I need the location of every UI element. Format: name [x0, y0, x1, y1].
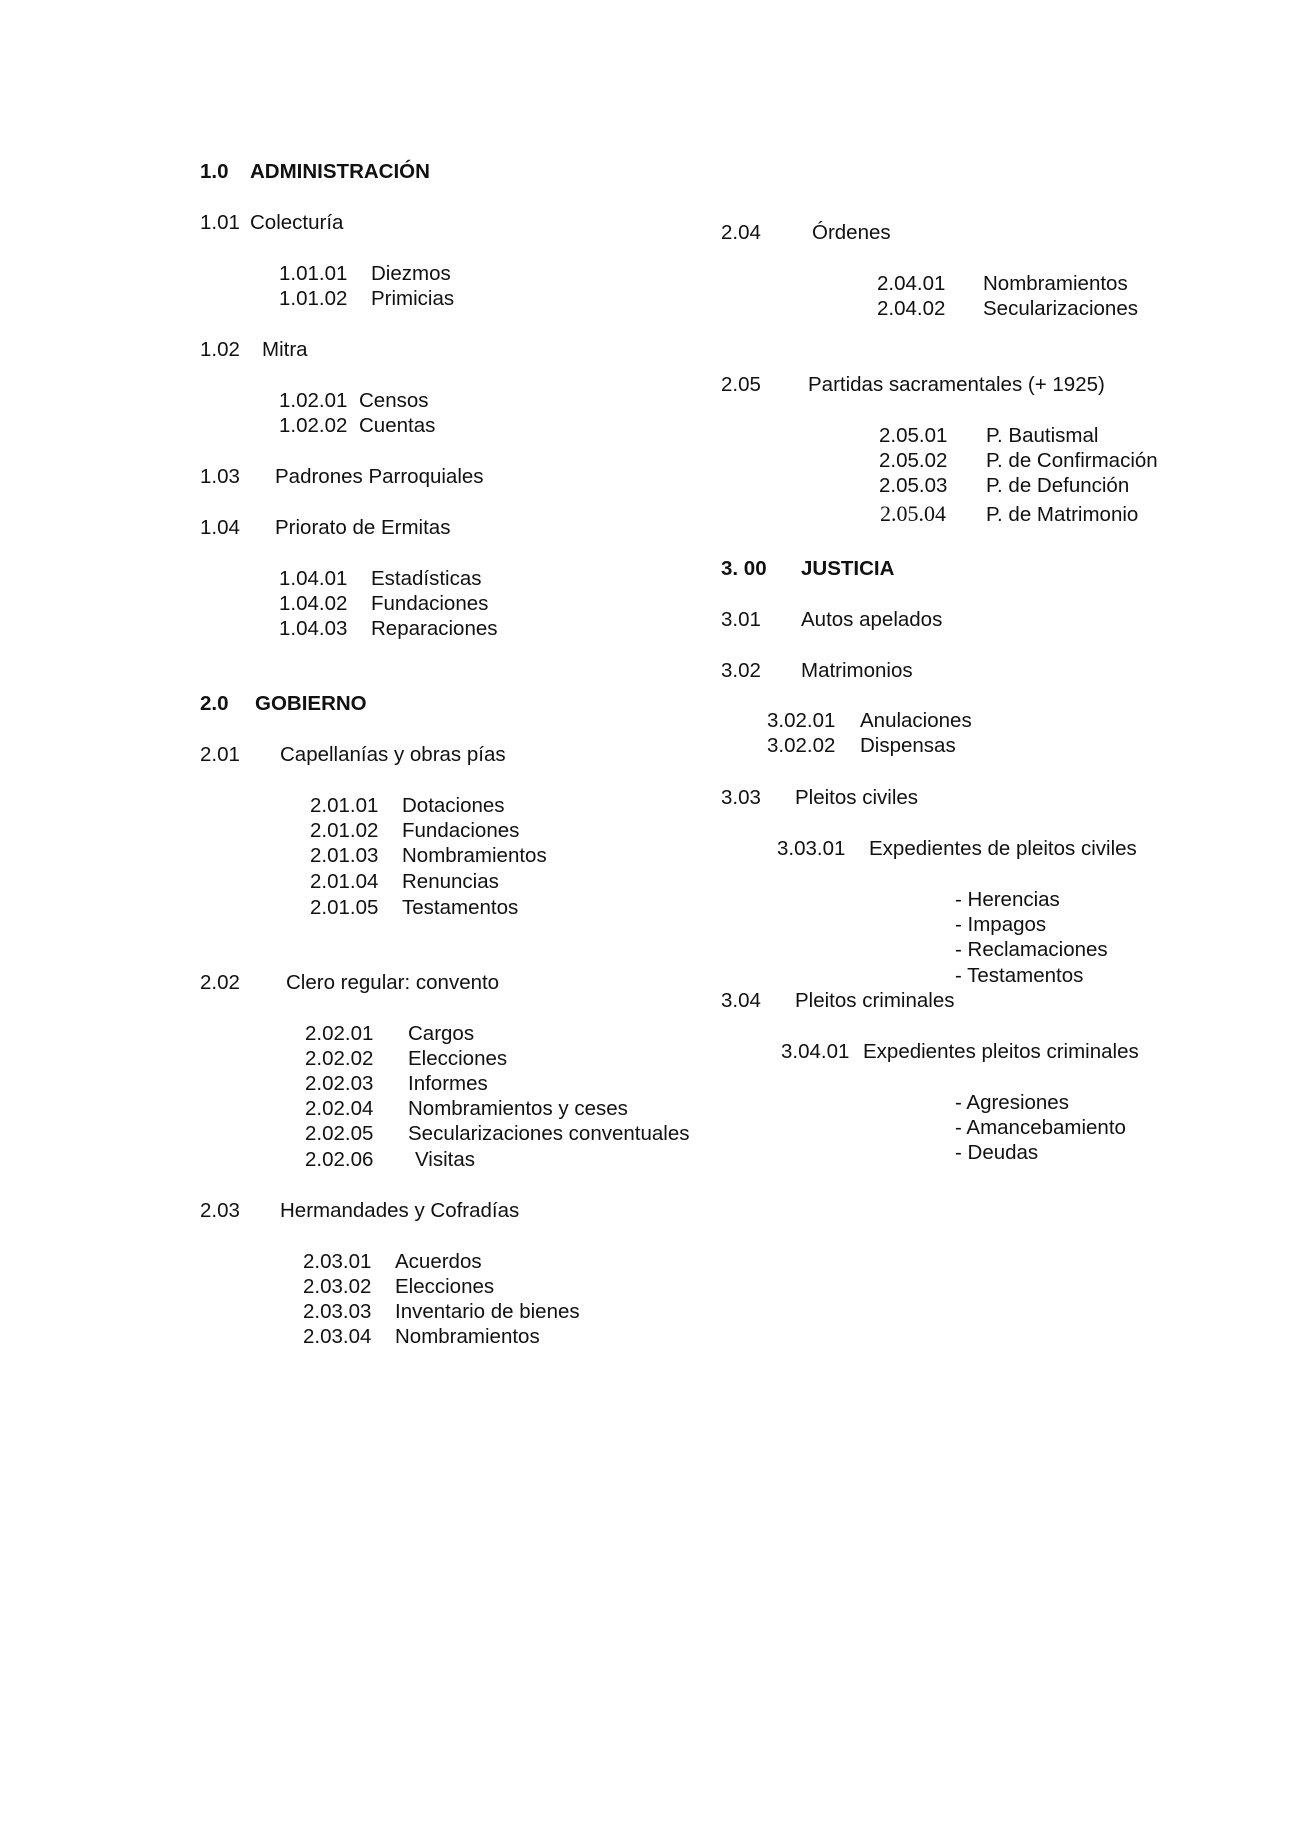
entry-code: 1.01: [200, 211, 240, 234]
item-label: Censos: [359, 389, 429, 412]
item-label: Elecciones: [408, 1047, 508, 1070]
item-label: Nombramientos: [983, 272, 1128, 295]
entry-title: Matrimonios: [801, 659, 913, 682]
bullet-item: - Deudas: [955, 1141, 1039, 1164]
entry-code: 2.04: [721, 221, 761, 244]
entry-code: 2.01: [200, 743, 240, 766]
item-code: 2.02.06: [305, 1148, 374, 1171]
item-code: 2.02.02: [305, 1047, 374, 1070]
item-label: Secularizaciones conventuales: [408, 1122, 690, 1145]
entry-code: 2.03: [200, 1199, 240, 1222]
item-code: 2.03.02: [303, 1275, 372, 1298]
item-label: Expedientes pleitos criminales: [863, 1040, 1139, 1063]
section-title: ADMINISTRACIÓN: [250, 160, 430, 183]
item-code: 3.04.01: [781, 1040, 850, 1063]
item-code: 1.01.02: [279, 287, 348, 310]
item-label: Secularizaciones: [983, 297, 1138, 320]
entry-title: Clero regular: convento: [286, 971, 500, 994]
section-code: 2.0: [200, 692, 229, 715]
item-code: 2.03.04: [303, 1325, 372, 1348]
item-code: 2.02.04: [305, 1097, 374, 1120]
entry-code: 3.03: [721, 786, 761, 809]
entry-title: Hermandades y Cofradías: [280, 1199, 520, 1222]
bullet-item: - Amancebamiento: [955, 1116, 1126, 1139]
item-code: 2.03.03: [303, 1300, 372, 1323]
item-label: Expedientes de pleitos civiles: [869, 837, 1137, 860]
bullet-item: - Agresiones: [955, 1091, 1069, 1114]
item-label: Cargos: [408, 1022, 475, 1045]
item-label: Primicias: [371, 287, 455, 310]
item-label: Reparaciones: [371, 617, 498, 640]
item-label: Cuentas: [359, 414, 436, 437]
item-code: 1.04.03: [279, 617, 348, 640]
item-label: Testamentos: [402, 896, 519, 919]
section-title: GOBIERNO: [255, 692, 367, 715]
item-label: Nombramientos: [395, 1325, 540, 1348]
item-label: Elecciones: [395, 1275, 495, 1298]
entry-code: 1.03: [200, 465, 240, 488]
item-code: 2.02.03: [305, 1072, 374, 1095]
item-code: 2.01.05: [310, 896, 379, 919]
item-code: 2.01.04: [310, 870, 379, 893]
bullet-item: - Impagos: [955, 913, 1047, 936]
item-code: 2.04.02: [877, 297, 946, 320]
item-code: 1.01.01: [279, 262, 348, 285]
item-label: P. de Defunción: [986, 474, 1130, 497]
entry-title: Pleitos criminales: [795, 989, 955, 1012]
item-label: Acuerdos: [395, 1250, 482, 1273]
section-code: 3. 00: [721, 557, 767, 580]
item-label: Anulaciones: [860, 709, 972, 732]
item-label: Visitas: [415, 1148, 476, 1171]
item-label: Nombramientos: [402, 844, 547, 867]
section-title: JUSTICIA: [801, 557, 895, 580]
item-code: 2.05.04: [880, 501, 946, 526]
entry-title: Órdenes: [812, 221, 891, 244]
item-label: Inventario de bienes: [395, 1300, 580, 1323]
item-code: 1.04.01: [279, 567, 348, 590]
section-code: 1.0: [200, 160, 229, 183]
entry-title: Colecturía: [250, 211, 344, 234]
item-code: 2.05.01: [879, 424, 948, 447]
entry-title: Partidas sacramentales (+ 1925): [808, 373, 1105, 396]
item-code: 3.02.02: [767, 734, 836, 757]
item-label: P. de Matrimonio: [986, 503, 1139, 526]
entry-title: Autos apelados: [801, 608, 943, 631]
bullet-item: - Testamentos: [955, 964, 1084, 987]
item-code: 3.03.01: [777, 837, 846, 860]
item-code: 2.01.01: [310, 794, 379, 817]
item-label: Renuncias: [402, 870, 499, 893]
entry-code: 1.04: [200, 516, 240, 539]
item-code: 2.01.02: [310, 819, 379, 842]
item-label: P. de Confirmación: [986, 449, 1158, 472]
entry-code: 3.01: [721, 608, 761, 631]
item-code: 3.02.01: [767, 709, 836, 732]
item-label: P. Bautismal: [986, 424, 1099, 447]
item-label: Fundaciones: [402, 819, 520, 842]
item-code: 2.01.03: [310, 844, 379, 867]
entry-title: Capellanías y obras pías: [280, 743, 506, 766]
entry-code: 2.05: [721, 373, 761, 396]
entry-code: 1.02: [200, 338, 240, 361]
entry-title: Priorato de Ermitas: [275, 516, 451, 539]
entry-code: 3.04: [721, 989, 761, 1012]
item-code: 1.04.02: [279, 592, 348, 615]
item-code: 2.03.01: [303, 1250, 372, 1273]
item-label: Nombramientos y ceses: [408, 1097, 628, 1120]
item-label: Fundaciones: [371, 592, 489, 615]
entry-code: 3.02: [721, 659, 761, 682]
item-label: Diezmos: [371, 262, 451, 285]
item-code: 2.05.03: [879, 474, 948, 497]
entry-title: Pleitos civiles: [795, 786, 919, 809]
bullet-item: - Reclamaciones: [955, 938, 1108, 961]
item-label: Estadísticas: [371, 567, 482, 590]
entry-title: Padrones Parroquiales: [275, 465, 484, 488]
item-code: 2.05.02: [879, 449, 948, 472]
item-code: 2.02.01: [305, 1022, 374, 1045]
entry-code: 2.02: [200, 971, 240, 994]
entry-title: Mitra: [262, 338, 308, 361]
item-label: Informes: [408, 1072, 488, 1095]
item-code: 2.02.05: [305, 1122, 374, 1145]
item-code: 1.02.02: [279, 414, 348, 437]
item-code: 1.02.01: [279, 389, 348, 412]
bullet-item: - Herencias: [955, 888, 1060, 911]
item-label: Dotaciones: [402, 794, 505, 817]
item-label: Dispensas: [860, 734, 956, 757]
item-code: 2.04.01: [877, 272, 946, 295]
